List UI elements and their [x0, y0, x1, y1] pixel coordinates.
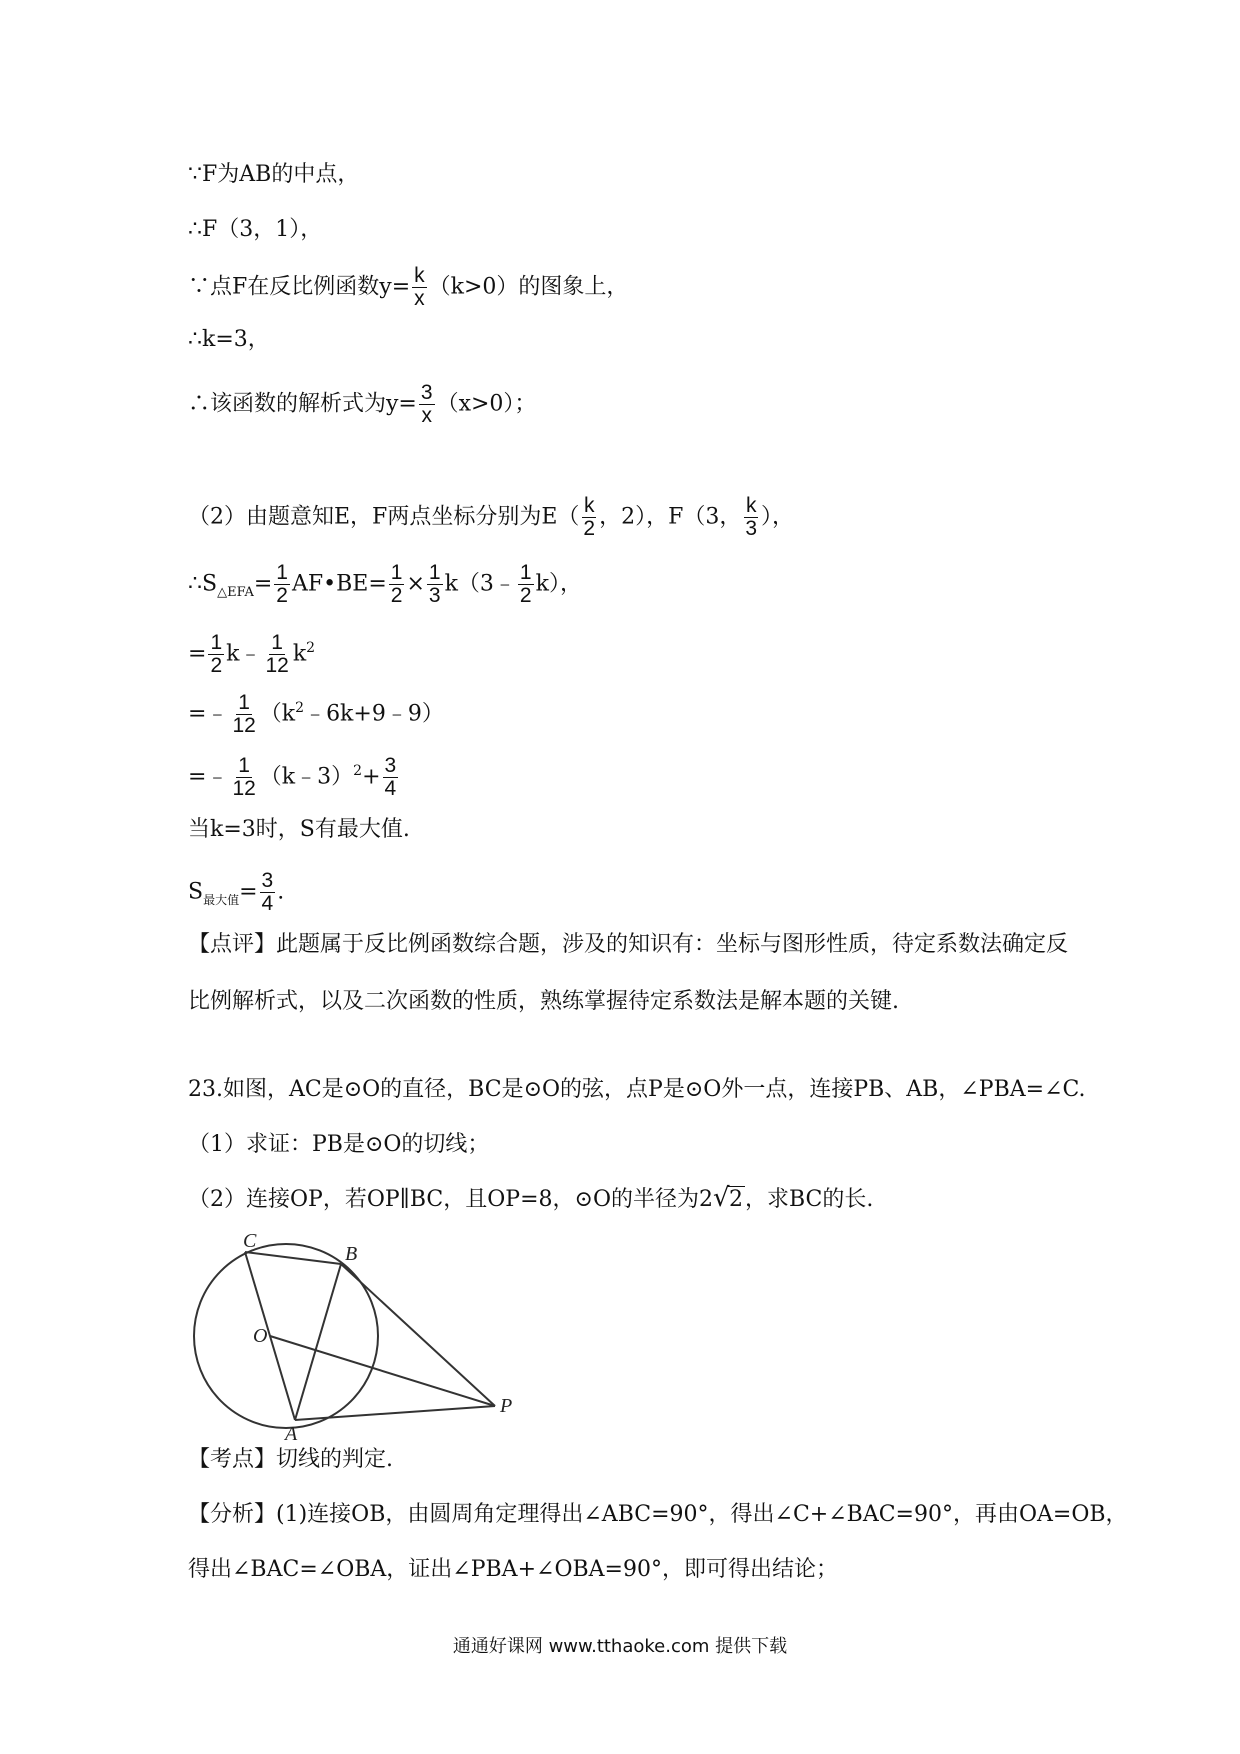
denominator: 4	[384, 777, 397, 801]
line-1: ∵F为AB的中点，	[188, 162, 360, 187]
text: =	[188, 641, 207, 667]
fraction	[419, 382, 435, 427]
radicand: 2	[728, 1187, 743, 1212]
line-5	[188, 382, 536, 427]
line-12	[188, 870, 284, 915]
text: ﹣6k+9﹣9）	[304, 701, 444, 727]
denominator: 4	[261, 892, 274, 916]
text: =	[239, 879, 258, 905]
fraction	[230, 755, 257, 800]
denominator: 2	[390, 584, 403, 608]
denominator: 3	[745, 517, 758, 541]
denominator: 2	[210, 654, 223, 678]
subscript: 最大值	[203, 892, 240, 907]
numerator: 1	[428, 561, 441, 584]
fraction	[230, 692, 257, 737]
denominator: 12	[232, 714, 256, 738]
text: ），	[761, 504, 795, 530]
fraction	[581, 495, 597, 540]
denominator: 2	[583, 517, 596, 541]
text: ∴S	[188, 571, 218, 597]
denominator: x	[421, 404, 432, 428]
text: （2）由题意知E，F两点坐标分别为E（	[188, 504, 580, 530]
text: ×	[406, 571, 425, 597]
denominator: 3	[428, 584, 441, 608]
numerator: 1	[238, 754, 250, 777]
text: k	[292, 641, 307, 667]
text: k﹣	[226, 641, 262, 667]
text: +	[362, 764, 381, 790]
fraction	[260, 870, 276, 915]
denominator: 12	[265, 654, 289, 678]
text: （k﹣3）	[259, 764, 354, 790]
label-b: B	[345, 1243, 358, 1265]
segment-op	[270, 1336, 495, 1406]
text: ，2），F（3，	[599, 504, 742, 530]
superscript: 2	[306, 640, 316, 657]
line-9	[188, 692, 444, 737]
text: （k>0）的图象上，	[428, 274, 629, 300]
segment-ba	[295, 1264, 341, 1420]
fraction	[743, 495, 759, 540]
label-o: O	[253, 1325, 268, 1347]
segment-ap	[295, 1406, 495, 1420]
fraction	[427, 562, 443, 607]
text: S	[188, 879, 204, 905]
denominator: x	[414, 287, 425, 311]
text: .	[277, 879, 285, 905]
fraction	[518, 562, 534, 607]
denominator: 2	[519, 584, 532, 608]
superscript: 2	[295, 700, 305, 717]
line-2: ∴F（3，1），	[188, 217, 323, 242]
numerator: k	[745, 494, 757, 517]
line-11: 当k=3时，S有最大值.	[188, 817, 410, 842]
numerator: 1	[390, 561, 403, 584]
text: =	[253, 571, 273, 597]
line-6	[188, 495, 794, 540]
footer: 通通好课网 www.tthaoke.com 提供下载	[452, 1636, 788, 1657]
numerator: k	[414, 264, 425, 287]
square-root	[713, 1185, 745, 1215]
text: ∴该函数的解析式为y=	[188, 391, 417, 417]
numerator: 1	[271, 631, 283, 654]
superscript: 2	[353, 763, 363, 780]
fraction	[383, 755, 399, 800]
numerator: 1	[210, 631, 223, 654]
text: =﹣	[188, 764, 229, 790]
text: k），	[535, 571, 582, 597]
line-15: 23.如图，AC是⊙O的直径，BC是⊙O的弦，点P是⊙O外一点，连接PB、AB，∠PBA=∠C.	[188, 1077, 1086, 1102]
line-14: 比例解析式，以及二次函数的性质，熟练掌握待定系数法是解本题的关键.	[188, 989, 899, 1014]
text: ∵点F在反比例函数y=	[188, 274, 411, 300]
text: =﹣	[188, 701, 229, 727]
numerator: 1	[519, 561, 532, 584]
subscript: △EFA	[217, 584, 254, 600]
line-7	[188, 562, 582, 608]
fraction	[412, 265, 427, 310]
label-c: C	[243, 1230, 257, 1252]
line-10	[188, 755, 400, 800]
numerator: 1	[238, 691, 250, 714]
text: AF•BE=	[291, 571, 387, 597]
line-17	[188, 1185, 873, 1215]
denominator: 12	[232, 777, 256, 801]
fraction	[389, 562, 405, 607]
text: k（3﹣	[444, 571, 516, 597]
text: ，求BC的长.	[744, 1187, 874, 1212]
line-3	[188, 265, 628, 310]
line-16: （1）求证：PB是⊙O的切线；	[188, 1132, 490, 1157]
line-4: ∴k=3，	[188, 327, 270, 352]
text: （x>0）；	[436, 391, 537, 417]
geometry-figure	[185, 1220, 515, 1440]
text: （2）连接OP，若OP∥BC，且OP=8，⊙O的半径为2	[188, 1187, 713, 1212]
fraction	[208, 632, 224, 677]
numerator: 1	[276, 561, 288, 584]
numerator: 3	[384, 754, 397, 777]
fraction	[274, 562, 290, 607]
label-p: P	[500, 1395, 513, 1417]
line-8	[188, 632, 315, 677]
line-19: 【分析】(1)连接OB，由圆周角定理得出∠ABC=90°，得出∠C+∠BAC=90°，再由OA=OB，	[188, 1502, 1128, 1527]
text: （k	[259, 701, 296, 727]
line-20: 得出∠BAC=∠OBA，证出∠PBA+∠OBA=90°，即可得出结论；	[188, 1557, 838, 1582]
line-18: 【考点】切线的判定.	[188, 1447, 393, 1472]
numerator: 3	[420, 381, 433, 404]
numerator: k	[583, 494, 595, 517]
label-a: A	[285, 1423, 298, 1440]
fraction	[263, 632, 290, 677]
denominator: 2	[276, 584, 288, 608]
line-13: 【点评】此题属于反比例函数综合题，涉及的知识有：坐标与图形性质，待定系数法确定反	[188, 932, 1069, 957]
numerator: 3	[261, 869, 274, 892]
radical-sign: √	[712, 1183, 730, 1213]
